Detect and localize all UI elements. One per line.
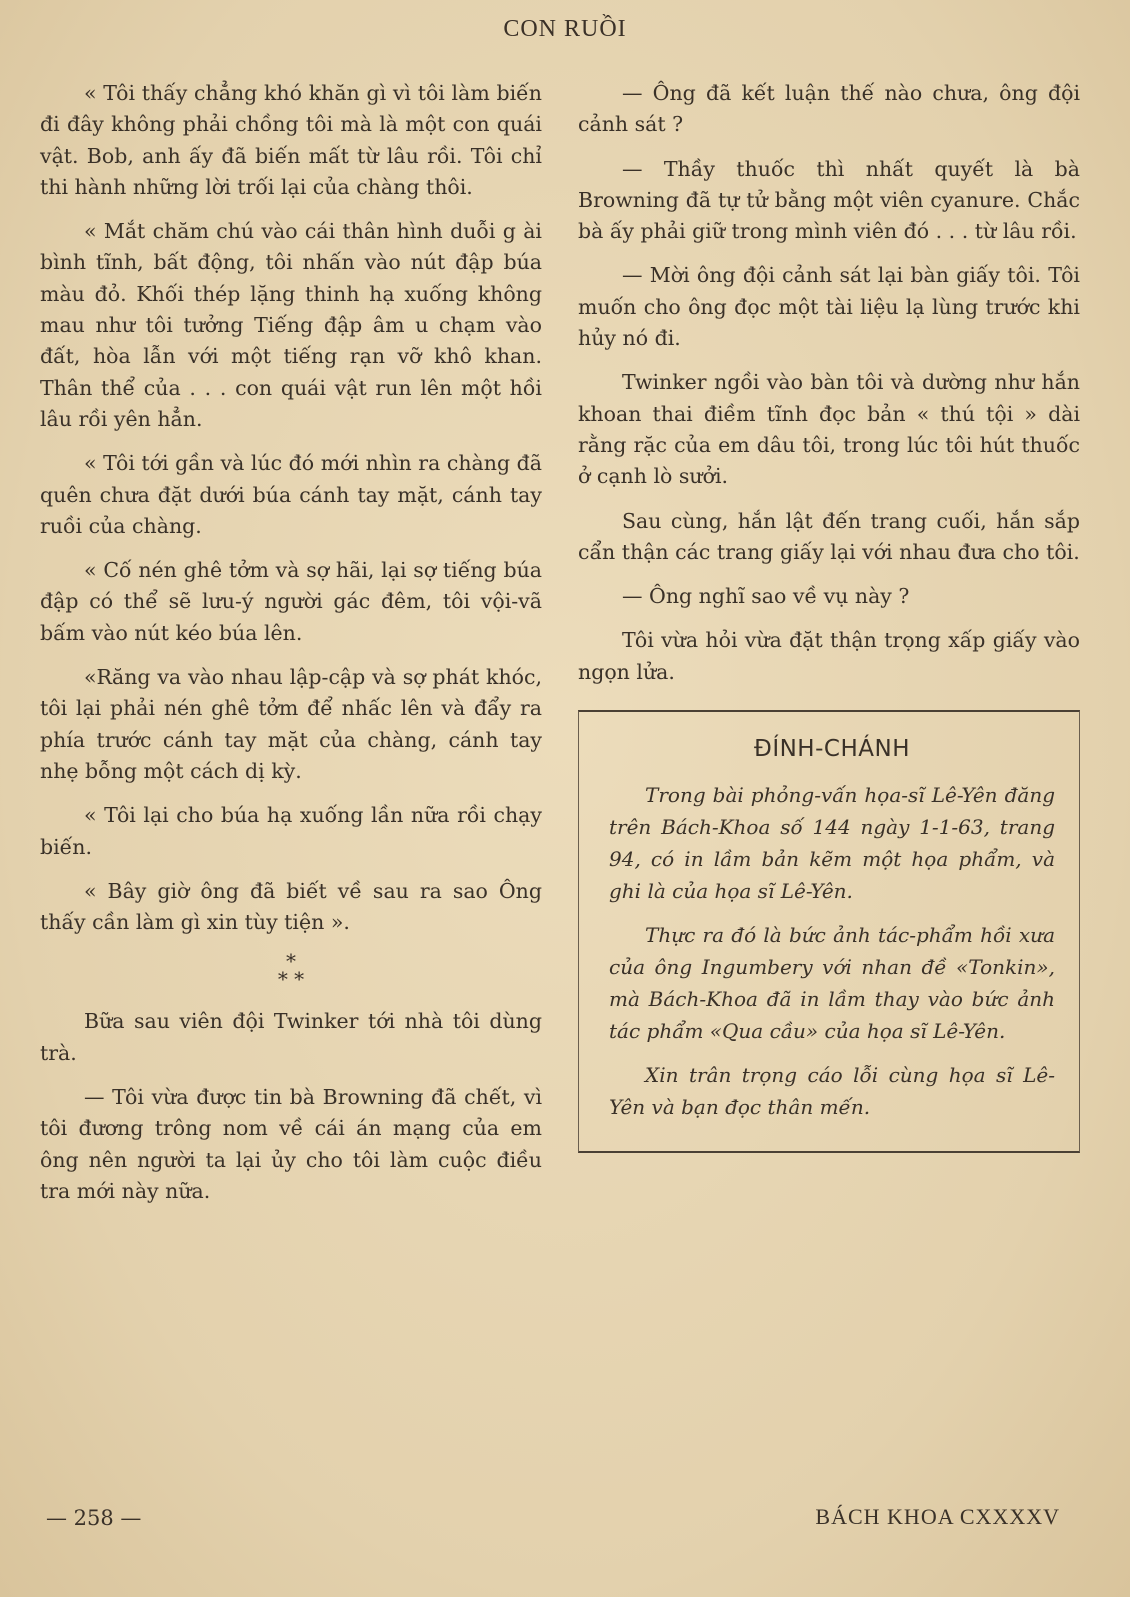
body-paragraph: Sau cùng, hắn lật đến trang cuối, hắn sắp cẩn thận các trang giấy lại với nhau đưa cho tôi. xyxy=(578,508,1080,564)
left-column xyxy=(40,78,542,1220)
body-paragraph: Tôi vừa hỏi vừa đặt thận trọng xấp giấy vào ngọn lửa. xyxy=(578,628,1080,684)
erratum-title: ĐÍNH-CHÁNH xyxy=(754,736,910,763)
section-break-ornament xyxy=(40,949,542,992)
body-paragraph: « Mắt chăm chú vào cái thân hình duỗi g ài bình tĩnh, bất động, tôi nhấn vào nút đập búa màu đỏ. Khối thép lặng thinh hạ xuống không mau như tôi tưởng Tiếng đập âm u chạm vào đất, hòa lẫn với một tiếng rạn vỡ khô khan. Thân thể của . . . con quái vật run lên một hồi lâu rồi yên hẳn. xyxy=(40,219,542,431)
running-title: CON RUỒI xyxy=(503,16,627,42)
body-paragraph: Twinker ngồi vào bàn tôi và dường như hắn khoan thai điềm tĩnh đọc bản « thú tội » dài rằng rặc của em dâu tôi, trong lúc tôi hút thuốc ở cạnh lò sưởi. xyxy=(578,370,1080,489)
body-paragraph: — Mời ông đội cảnh sát lại bàn giấy tôi. Tôi muốn cho ông đọc một tài liệu lạ lùng trước khi hủy nó đi. xyxy=(578,263,1080,351)
body-paragraph: — Tôi vừa được tin bà Browning đã chết, vì tôi đương trông nom về cái án mạng của em ông nên người ta lại ủy cho tôi làm cuộc điều tra mới này nữa. xyxy=(40,1085,542,1203)
erratum-paragraph: Trong bài phỏng-vấn họa-sĩ Lê-Yên đăng trên Bách-Khoa số 144 ngày 1-1-63, trang 94, có in lầm bản kẽm một họa phẩm, và ghi là của họa sĩ Lê-Yên. xyxy=(609,783,1055,904)
erratum-paragraph: Thực ra đó là bức ảnh tác-phẩm hồi xưa của ông Ingumbery với nhan đề «Tonkin», mà Bách-Khoa đã in lầm thay vào bức ảnh tác phẩm «Qua cầu» của họa sĩ Lê-Yên. xyxy=(609,923,1055,1044)
ornament-star-bottom: * * xyxy=(277,967,305,992)
magazine-footer: BÁCH KHOA CXXXXV xyxy=(815,1504,1060,1529)
body-paragraph: « Tôi tới gần và lúc đó mới nhìn ra chàng đã quên chưa đặt dưới búa cánh tay mặt, cánh tay ruồi của chàng. xyxy=(40,451,542,538)
right-column xyxy=(578,78,1080,1153)
body-paragraph: Bữa sau viên đội Twinker tới nhà tôi dùng trà. xyxy=(40,1009,542,1065)
body-paragraph: « Tôi thấy chẳng khó khăn gì vì tôi làm biến đi đây không phải chồng tôi mà là một con quái vật. Bob, anh ấy đã biến mất từ lâu rồi. Tôi chỉ thi hành những lời trối lại của chàng thôi. xyxy=(40,81,542,199)
erratum-paragraph: Xin trân trọng cáo lỗi cùng họa sĩ Lê-Yên và bạn đọc thân mến. xyxy=(609,1063,1055,1120)
body-paragraph: « Cố nén ghê tởm và sợ hãi, lại sợ tiếng búa đập có thể sẽ lưu-ý người gác đêm, tôi vội-vã bấm vào nút kéo búa lên. xyxy=(40,558,542,645)
body-paragraph: — Ông đã kết luận thế nào chưa, ông đội cảnh sát ? xyxy=(578,81,1080,137)
body-paragraph: « Bây giờ ông đã biết về sau ra sao Ông thấy cần làm gì xin tùy tiện ». xyxy=(40,878,542,935)
body-paragraph: « Tôi lại cho búa hạ xuống lần nữa rồi chạy biến. xyxy=(40,803,542,859)
page-number: — 258 — xyxy=(46,1506,142,1530)
body-paragraph: — Ông nghĩ sao về vụ này ? xyxy=(622,584,910,609)
body-paragraph: «Răng va vào nhau lập-cập và sợ phát khóc, tôi lại phải nén ghê tởm để nhấc lên và đẩy ra phía trước cánh tay mặt của chàng, cánh tay nhẹ bỗng một cách dị kỳ. xyxy=(40,665,542,783)
erratum-box xyxy=(578,710,1080,1153)
ornament-star-top: * xyxy=(286,949,296,974)
body-paragraph: — Thầy thuốc thì nhất quyết là bà Browning đã tự tử bằng một viên cyanure. Chắc bà ấy phải giữ trong mình viên đó . . . từ lâu rồi. xyxy=(578,156,1080,244)
